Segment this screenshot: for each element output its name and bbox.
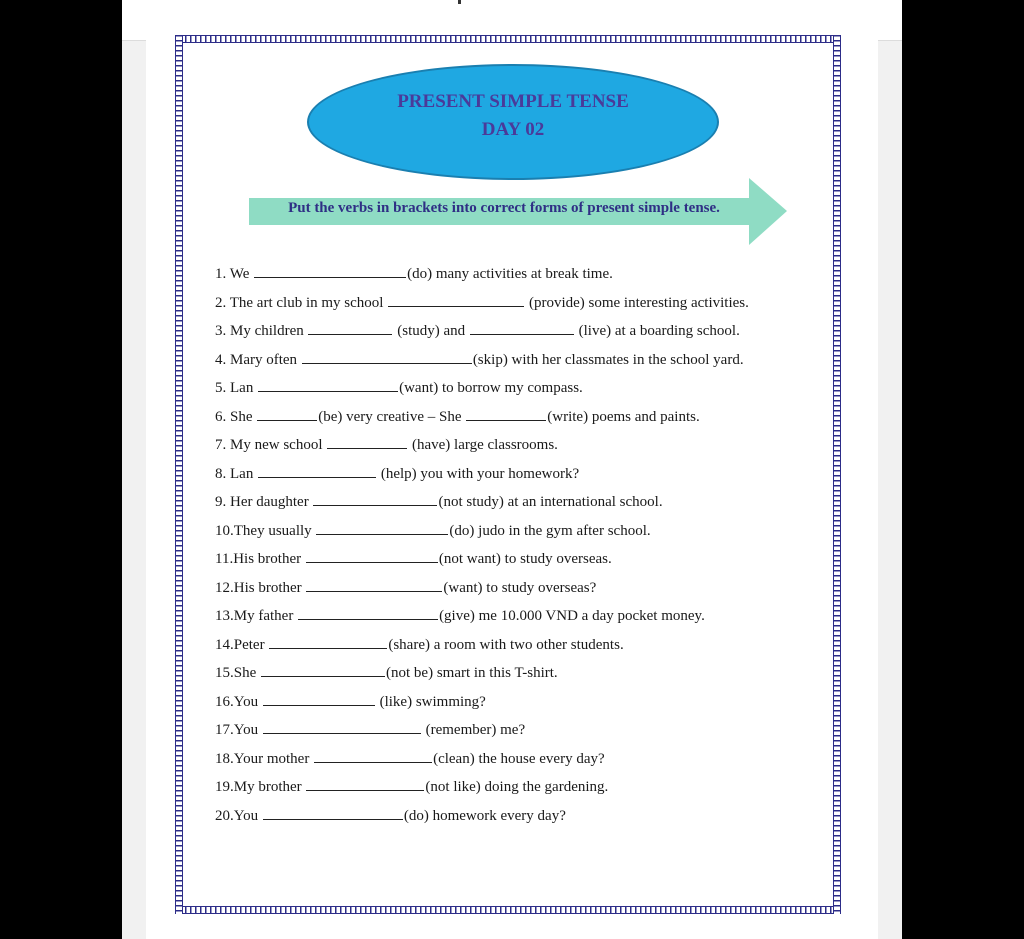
answer-blank[interactable] <box>306 577 442 592</box>
item-number: 18. <box>215 750 234 767</box>
border-top <box>175 35 841 43</box>
exercise-item <box>215 634 825 663</box>
exercise-item <box>215 292 825 321</box>
answer-blank[interactable] <box>261 662 385 677</box>
item-subject: You <box>233 693 259 710</box>
answer-blank[interactable] <box>263 805 403 820</box>
exercise-item <box>215 805 825 834</box>
answer-blank[interactable] <box>254 263 406 278</box>
border-bottom <box>175 906 841 914</box>
answer-blank[interactable] <box>327 434 407 449</box>
answer-blank[interactable] <box>302 349 472 364</box>
item-rest: (help) you with your homework? <box>380 465 580 482</box>
item-rest: (not study) at an international school. <box>438 494 663 510</box>
instruction-banner <box>249 178 787 245</box>
answer-blank[interactable] <box>263 719 421 734</box>
item-subject: Lan <box>230 380 254 396</box>
worksheet-page <box>146 40 878 939</box>
item-number: 9. <box>215 494 227 510</box>
border-right <box>833 35 841 914</box>
item-subject: Lan <box>230 465 254 482</box>
item-subject: His brother <box>233 579 302 596</box>
exercise-item <box>215 491 825 520</box>
item-subject: You <box>233 807 259 824</box>
item-number: 17. <box>215 722 234 738</box>
item-rest: (provide) some interesting activities. <box>528 294 749 311</box>
exercise-item <box>215 377 825 406</box>
item-rest: (write) poems and paints. <box>547 408 700 425</box>
item-rest: (not be) smart in this T-shirt. <box>386 665 558 681</box>
item-subject: Mary often <box>230 351 298 368</box>
item-number: 20. <box>215 807 234 824</box>
item-rest: (like) swimming? <box>379 693 486 710</box>
item-subject: The art club in my school <box>229 294 384 311</box>
answer-blank[interactable] <box>316 520 448 535</box>
item-number: 2. <box>215 294 227 311</box>
item-number: 16. <box>215 693 234 710</box>
item-number: 10. <box>215 522 234 539</box>
item-rest: (give) me 10.000 VND a day pocket money. <box>439 608 705 624</box>
item-rest: (want) to study overseas? <box>443 579 597 596</box>
item-subject: His brother <box>233 551 302 567</box>
answer-blank[interactable] <box>269 634 387 649</box>
exercise-item <box>215 577 825 606</box>
exercise-item <box>215 776 825 805</box>
exercise-item <box>215 463 825 492</box>
title-oval <box>307 64 719 180</box>
exercise-item <box>215 662 825 691</box>
exercise-item <box>215 748 825 777</box>
exercise-item <box>215 548 825 577</box>
item-rest: (not want) to study overseas. <box>438 551 612 567</box>
answer-blank[interactable] <box>258 463 376 478</box>
answer-blank[interactable] <box>470 320 574 335</box>
item-middle: (be) very creative – She <box>318 408 462 425</box>
item-rest: (skip) with her classmates in the school yard. <box>472 351 744 368</box>
answer-blank[interactable] <box>308 320 392 335</box>
exercise-item <box>215 520 825 549</box>
item-rest: (do) judo in the gym after school. <box>449 522 651 539</box>
item-subject: We <box>229 266 250 282</box>
exercise-item <box>215 691 825 720</box>
answer-blank[interactable] <box>257 406 317 421</box>
top-indicator <box>458 0 461 4</box>
exercise-item <box>215 320 825 349</box>
item-number: 8. <box>215 465 227 482</box>
exercise-item <box>215 605 825 634</box>
answer-blank[interactable] <box>298 605 438 620</box>
item-rest: (want) to borrow my compass. <box>399 380 583 396</box>
item-number: 5. <box>215 380 227 396</box>
viewer-screen <box>122 0 902 939</box>
item-rest: (clean) the house every day? <box>433 750 605 767</box>
item-rest: (have) large classrooms. <box>412 437 558 453</box>
item-number: 6. <box>215 408 227 425</box>
item-number: 3. <box>215 323 227 339</box>
item-subject: She <box>230 408 253 425</box>
worksheet-title: PRESENT SIMPLE TENSE <box>397 91 629 112</box>
answer-blank[interactable] <box>313 491 437 506</box>
item-number: 7. <box>215 437 227 453</box>
exercise-item <box>215 349 825 378</box>
answer-blank[interactable] <box>306 776 424 791</box>
item-number: 14. <box>215 636 234 653</box>
item-middle: (study) and <box>397 323 466 339</box>
answer-blank[interactable] <box>388 292 524 307</box>
answer-blank[interactable] <box>306 548 438 563</box>
item-subject: They usually <box>233 522 312 539</box>
item-rest: (remember) me? <box>425 722 526 738</box>
item-subject: She <box>233 665 257 681</box>
answer-blank[interactable] <box>263 691 375 706</box>
item-number: 19. <box>215 779 234 795</box>
item-rest: (share) a room with two other students. <box>388 636 624 653</box>
exercise-item <box>215 263 825 292</box>
instruction-text: Put the verbs in brackets into correct forms of present simple tense. <box>288 200 720 216</box>
exercise-item <box>215 719 825 748</box>
exercise-item <box>215 434 825 463</box>
exercise-list <box>215 263 825 833</box>
worksheet-day: DAY 02 <box>481 119 545 140</box>
item-subject: Her daughter <box>230 494 309 510</box>
worksheet-frame <box>182 42 834 907</box>
item-rest: (do) homework every day? <box>403 807 566 824</box>
item-number: 1. <box>215 266 227 282</box>
item-rest: (live) at a boarding school. <box>578 323 740 339</box>
item-rest: (not like) doing the gardening. <box>425 779 609 795</box>
item-number: 15. <box>215 665 234 681</box>
border-left <box>175 35 183 914</box>
item-number: 13. <box>215 608 234 624</box>
item-subject: Your mother <box>233 750 310 767</box>
item-number: 11. <box>215 551 234 567</box>
answer-blank[interactable] <box>258 377 398 392</box>
item-subject: My father <box>233 608 294 624</box>
item-number: 12. <box>215 579 234 596</box>
item-subject: My new school <box>230 437 323 453</box>
item-subject: My children <box>230 323 304 339</box>
item-subject: My brother <box>233 779 302 795</box>
answer-blank[interactable] <box>466 406 546 421</box>
item-number: 4. <box>215 351 227 368</box>
item-subject: You <box>233 722 259 738</box>
exercise-item <box>215 406 825 435</box>
answer-blank[interactable] <box>314 748 432 763</box>
item-subject: Peter <box>233 636 265 653</box>
item-rest: (do) many activities at break time. <box>407 266 613 282</box>
